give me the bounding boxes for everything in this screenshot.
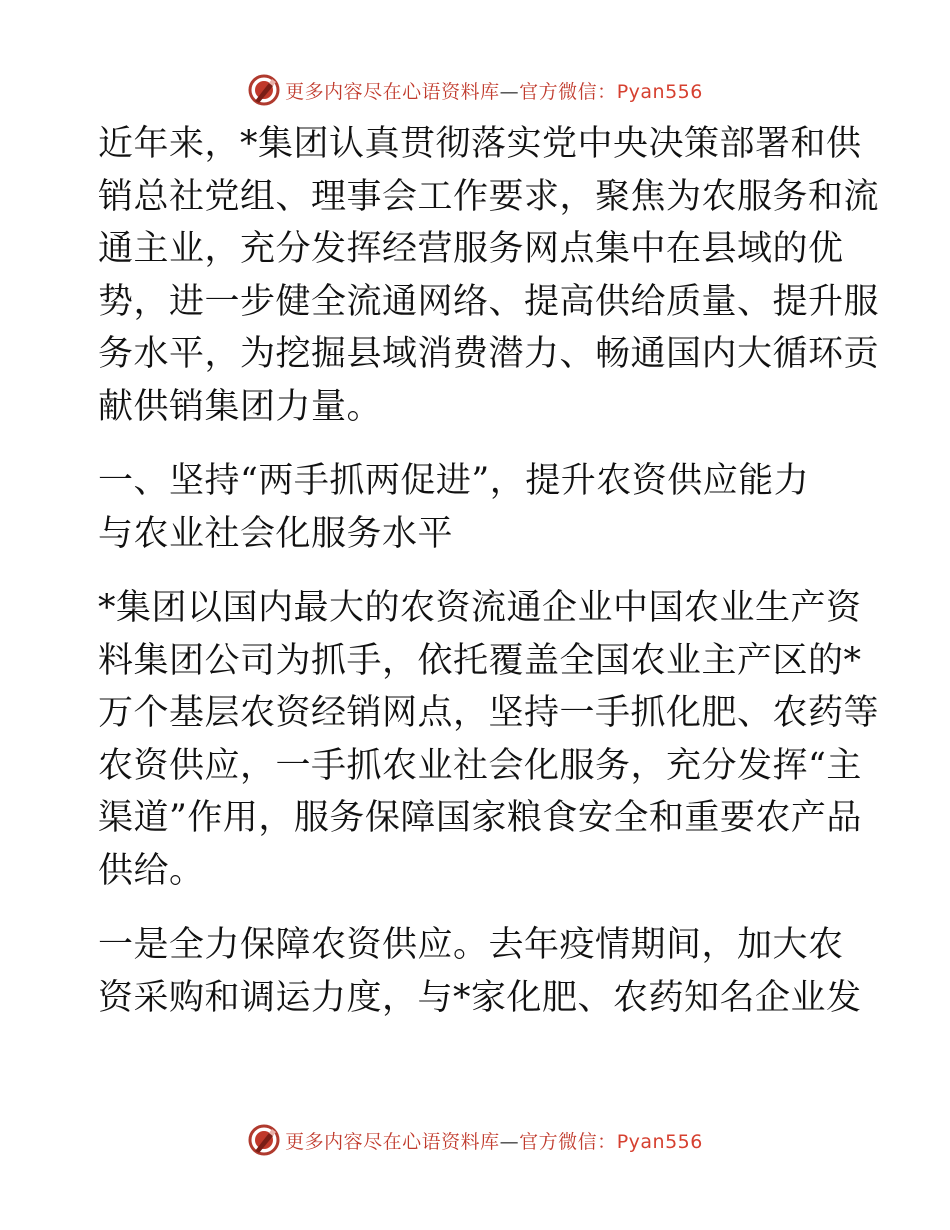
- banner-title: 更多内容尽在心语资料库: [285, 80, 500, 103]
- text-line: 资采购和调运力度，与*家化肥、农药知名企业发: [98, 977, 862, 1018]
- pen-logo-icon: [247, 1123, 281, 1157]
- text-line: 势，进一步健全流通网络、提高供给质量、提升服: [98, 281, 880, 322]
- text-line: 万个基层农资经销网点，坚持一手抓化肥、农药等: [98, 693, 880, 733]
- banner-contact-label: 官方微信：: [519, 80, 617, 103]
- header-banner: [0, 70, 950, 110]
- text-line: 一是全力保障农资供应。去年疫情期间，加大农: [98, 925, 844, 965]
- document-body: [98, 118, 880, 1024]
- text-line: 一、坚持“两手抓两促进”，提升农资供应能力: [98, 461, 810, 501]
- text-line: 献供销集团力量。: [98, 386, 383, 427]
- banner-contact-id: Pyan556: [616, 80, 703, 103]
- text-line: 销总社党组、理事会工作要求，聚焦为农服务和流: [98, 176, 880, 217]
- text-line: 务水平，为挖掘县域消费潜力、畅通国内大循环贡: [98, 334, 880, 374]
- banner-contact-label: 官方微信：: [519, 1130, 617, 1153]
- text-line: 与农业社会化服务水平: [98, 513, 454, 554]
- paragraph-point-one: [98, 919, 862, 1024]
- text-line: 通主业，充分发挥经营服务网点集中在县域的优: [98, 229, 844, 269]
- text-line: 农资供应，一手抓农业社会化服务，充分发挥“主: [98, 745, 862, 786]
- text-line: 近年来，*集团认真贯彻落实党中央决策部署和供: [98, 124, 862, 164]
- text-line: 料集团公司为抓手，依托覆盖全国农业主产区的*: [98, 640, 862, 681]
- text-line: 供给。: [98, 850, 205, 891]
- pen-logo-icon: [247, 73, 281, 107]
- banner-dash: —: [499, 1130, 520, 1153]
- section-heading: [98, 455, 858, 560]
- footer-banner: [0, 1120, 950, 1160]
- text-line: 渠道”作用，服务保障国家粮食安全和重要农产品: [98, 798, 862, 838]
- paragraph-body: [98, 582, 880, 897]
- banner-title: 更多内容尽在心语资料库: [285, 1130, 500, 1153]
- banner-contact-id: Pyan556: [616, 1130, 703, 1153]
- banner-dash: —: [499, 80, 520, 103]
- paragraph-intro: [98, 118, 880, 433]
- text-line: *集团以国内最大的农资流通企业中国农业生产资: [98, 588, 862, 628]
